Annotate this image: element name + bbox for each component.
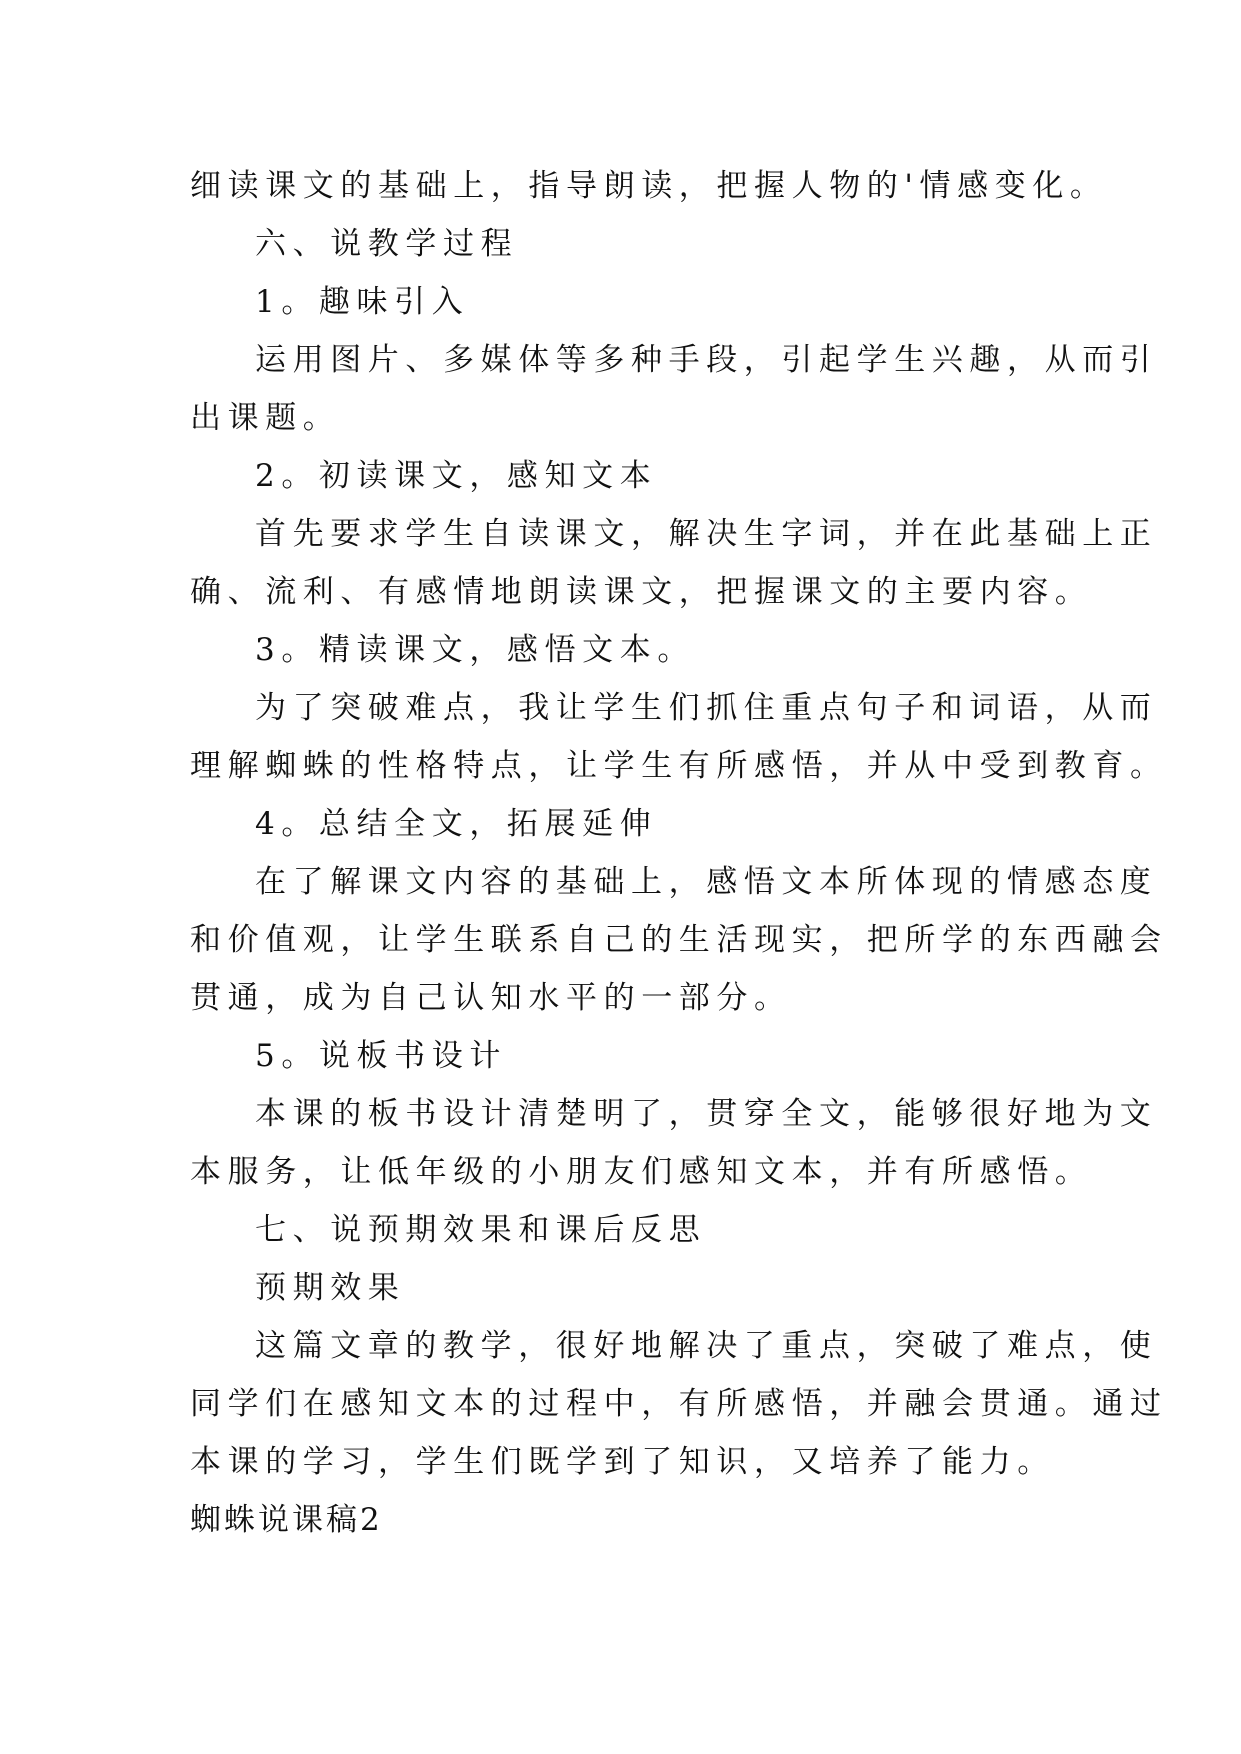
subsection-heading: 2。初读课文，感知文本 bbox=[255, 458, 658, 494]
subsection-heading: 3。精读课文，感悟文本。 bbox=[255, 632, 695, 668]
paragraph-line: 细读课文的基础上，指导朗读，把握人物的'情感变化。 bbox=[190, 168, 1108, 204]
paragraph-line: 为了突破难点，我让学生们抓住重点句子和词语，从而 bbox=[255, 690, 1158, 726]
paragraph-line: 贯通，成为自己认知水平的一部分。 bbox=[190, 980, 792, 1016]
subsection-heading: 1。趣味引入 bbox=[255, 284, 470, 320]
paragraph-line: 同学们在感知文本的过程中，有所感悟，并融会贯通。通过 bbox=[190, 1386, 1168, 1422]
subsection-heading: 预期效果 bbox=[255, 1270, 406, 1306]
paragraph-line: 在了解课文内容的基础上，感悟文本所体现的情感态度 bbox=[255, 864, 1158, 900]
subsection-heading: 5。说板书设计 bbox=[255, 1038, 507, 1074]
section-heading: 七、说预期效果和课后反思 bbox=[255, 1212, 707, 1248]
section-heading: 六、说教学过程 bbox=[255, 226, 519, 262]
paragraph-line: 和价值观，让学生联系自己的生活现实，把所学的东西融会 bbox=[190, 922, 1168, 958]
paragraph-line: 确、流利、有感情地朗读课文，把握课文的主要内容。 bbox=[190, 574, 1093, 610]
paragraph-line: 这篇文章的教学，很好地解决了重点，突破了难点，使 bbox=[255, 1328, 1158, 1364]
paragraph-line: 出课题。 bbox=[190, 400, 341, 436]
paragraph-line: 本服务，让低年级的小朋友们感知文本，并有所感悟。 bbox=[190, 1154, 1093, 1190]
document-title: 蜘蛛说课稿2 bbox=[190, 1502, 383, 1538]
paragraph-line: 理解蜘蛛的性格特点，让学生有所感悟，并从中受到教育。 bbox=[190, 748, 1168, 784]
paragraph-line: 首先要求学生自读课文，解决生字词，并在此基础上正 bbox=[255, 516, 1158, 552]
paragraph-line: 本课的板书设计清楚明了，贯穿全文，能够很好地为文 bbox=[255, 1096, 1158, 1132]
paragraph-line: 运用图片、多媒体等多种手段，引起学生兴趣，从而引 bbox=[255, 342, 1158, 378]
subsection-heading: 4。总结全文，拓展延伸 bbox=[255, 806, 658, 842]
paragraph-line: 本课的学习，学生们既学到了知识，又培养了能力。 bbox=[190, 1444, 1055, 1480]
